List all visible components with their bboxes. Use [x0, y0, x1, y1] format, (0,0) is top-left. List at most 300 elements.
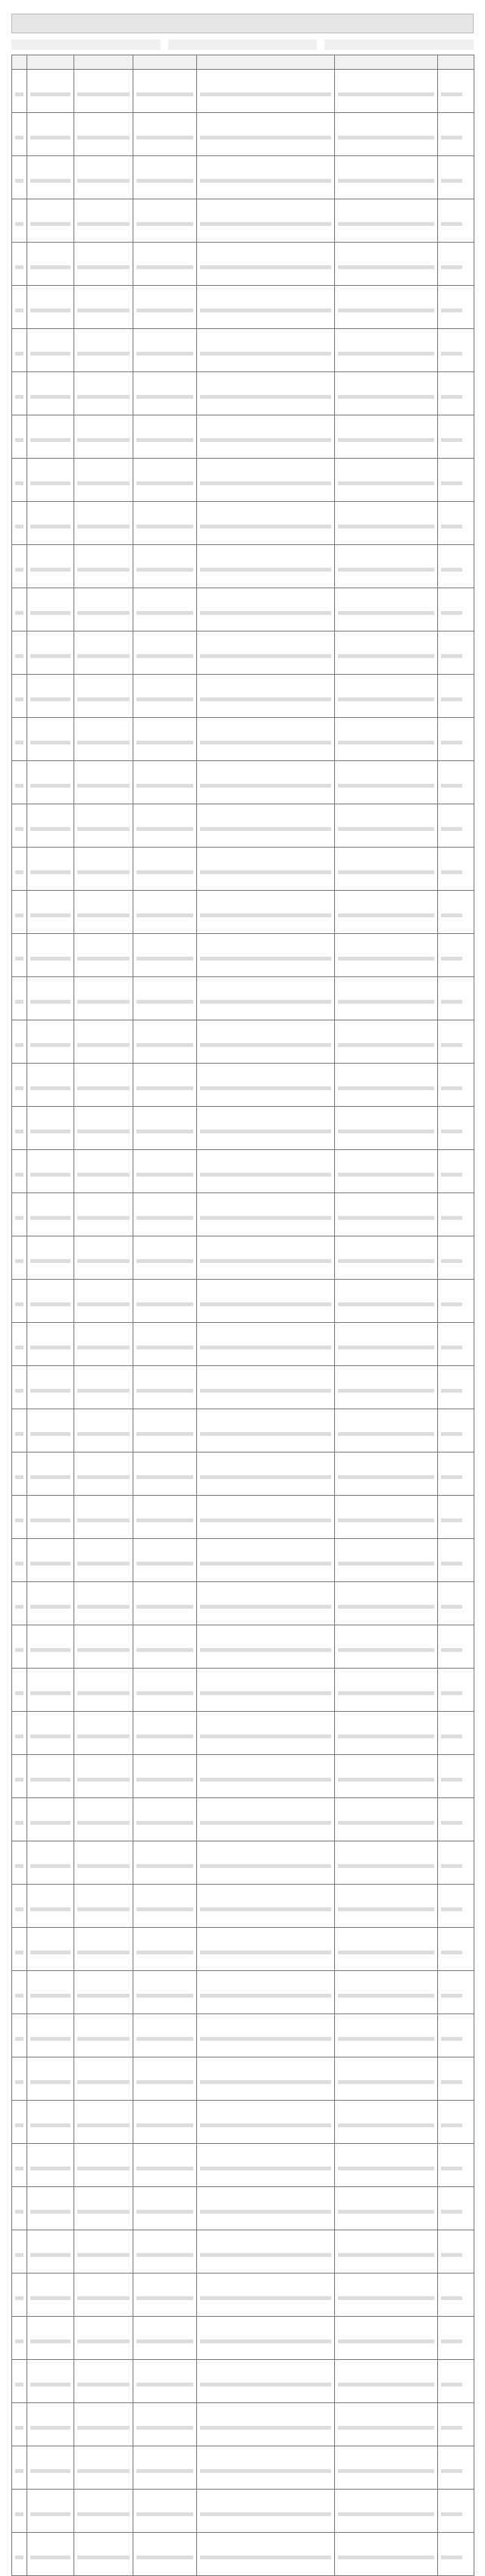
text-placeholder	[136, 1173, 193, 1177]
table-cell	[74, 415, 133, 459]
table-cell	[74, 1236, 133, 1280]
table-row	[12, 1582, 474, 1625]
table-cell	[133, 1020, 197, 1064]
text-placeholder	[15, 179, 23, 183]
table-cell	[12, 372, 27, 415]
table-cell	[197, 804, 335, 848]
text-placeholder	[15, 957, 23, 961]
table-cell	[74, 1625, 133, 1669]
document-title	[11, 14, 474, 33]
text-placeholder	[30, 1691, 70, 1695]
table-cell	[438, 372, 474, 415]
text-placeholder	[338, 1778, 434, 1782]
table-cell	[197, 329, 335, 372]
text-placeholder	[77, 2512, 130, 2516]
text-placeholder	[30, 914, 70, 917]
text-placeholder	[77, 2210, 130, 2214]
text-placeholder	[338, 1907, 434, 1911]
text-placeholder	[15, 2210, 23, 2214]
text-placeholder	[338, 2426, 434, 2430]
table-row	[12, 588, 474, 631]
table-cell	[438, 156, 474, 199]
text-placeholder	[77, 568, 130, 572]
table-cell	[335, 502, 438, 545]
table-cell	[438, 243, 474, 286]
text-placeholder	[77, 309, 130, 312]
text-placeholder	[441, 395, 462, 399]
text-placeholder	[200, 1648, 331, 1652]
text-placeholder	[77, 395, 130, 399]
text-placeholder	[441, 1951, 462, 1954]
table-cell	[12, 1107, 27, 1150]
text-placeholder	[15, 611, 23, 615]
table-cell	[197, 1712, 335, 1755]
table-cell	[12, 2360, 27, 2403]
text-placeholder	[200, 395, 331, 399]
text-placeholder	[15, 568, 23, 572]
table-cell	[335, 1669, 438, 1712]
table-cell	[74, 718, 133, 761]
table-cell	[335, 1539, 438, 1582]
table-cell	[197, 243, 335, 286]
text-placeholder	[77, 1518, 130, 1522]
table-cell	[438, 1453, 474, 1496]
table-cell	[133, 2446, 197, 2490]
table-cell	[27, 1020, 74, 1064]
text-placeholder	[15, 784, 23, 788]
table-cell	[74, 1755, 133, 1798]
table-cell	[133, 1928, 197, 1971]
text-placeholder	[338, 222, 434, 226]
text-placeholder	[441, 1648, 462, 1652]
text-placeholder	[136, 265, 193, 269]
text-placeholder	[77, 438, 130, 442]
table-cell	[12, 848, 27, 891]
table-cell	[133, 545, 197, 588]
table-cell	[74, 2274, 133, 2317]
text-placeholder	[15, 2037, 23, 2041]
table-cell	[438, 631, 474, 675]
text-placeholder	[200, 568, 331, 572]
text-placeholder	[77, 1389, 130, 1393]
table-cell	[438, 545, 474, 588]
table-row	[12, 2144, 474, 2187]
table-cell	[335, 675, 438, 718]
table-cell	[335, 415, 438, 459]
table-cell	[133, 1841, 197, 1885]
table-row	[12, 934, 474, 977]
text-placeholder	[136, 1864, 193, 1868]
text-placeholder	[77, 2426, 130, 2430]
text-placeholder	[15, 1735, 23, 1738]
table-cell	[74, 1841, 133, 1885]
table-cell	[335, 1193, 438, 1236]
table-cell	[74, 2403, 133, 2446]
text-placeholder	[15, 1778, 23, 1782]
text-placeholder	[338, 1000, 434, 1004]
text-placeholder	[15, 1475, 23, 1479]
text-placeholder	[136, 1735, 193, 1738]
table-row	[12, 718, 474, 761]
text-placeholder	[77, 1821, 130, 1825]
table-cell	[133, 2360, 197, 2403]
table-cell	[27, 1928, 74, 1971]
table-cell	[12, 1755, 27, 1798]
table-cell	[335, 1453, 438, 1496]
text-placeholder	[15, 395, 23, 399]
table-cell	[197, 2446, 335, 2490]
table-cell	[197, 588, 335, 631]
table-cell	[74, 113, 133, 156]
table-cell	[133, 2144, 197, 2187]
table-row	[12, 156, 474, 199]
table-cell	[133, 2014, 197, 2057]
text-placeholder	[338, 1259, 434, 1263]
table-row	[12, 1366, 474, 1409]
table-cell	[27, 1625, 74, 1669]
text-placeholder	[77, 1086, 130, 1090]
table-header-cell	[335, 55, 438, 70]
table-cell	[12, 415, 27, 459]
text-placeholder	[30, 2426, 70, 2430]
text-placeholder	[338, 1691, 434, 1695]
text-placeholder	[338, 136, 434, 139]
text-placeholder	[30, 611, 70, 615]
text-placeholder	[136, 1432, 193, 1436]
table-row	[12, 372, 474, 415]
table-cell	[438, 2490, 474, 2533]
text-placeholder	[136, 870, 193, 874]
table-cell	[438, 2360, 474, 2403]
text-placeholder	[15, 2167, 23, 2170]
table-row	[12, 631, 474, 675]
table-cell	[335, 1625, 438, 1669]
table-cell	[12, 2014, 27, 2057]
table-cell	[335, 1409, 438, 1453]
table-cell	[12, 1625, 27, 1669]
text-placeholder	[77, 481, 130, 485]
table-cell	[133, 1366, 197, 1409]
table-cell	[197, 2144, 335, 2187]
text-placeholder	[15, 2080, 23, 2084]
table-row	[12, 804, 474, 848]
table-cell	[12, 2057, 27, 2101]
text-placeholder	[136, 1302, 193, 1306]
table-cell	[74, 2057, 133, 2101]
table-cell	[27, 70, 74, 113]
table-row	[12, 761, 474, 804]
text-placeholder	[30, 1475, 70, 1479]
text-placeholder	[338, 1216, 434, 1220]
table-cell	[438, 113, 474, 156]
table-cell	[133, 2101, 197, 2144]
table-cell	[12, 2533, 27, 2576]
table-cell	[27, 1150, 74, 1193]
text-placeholder	[200, 136, 331, 139]
text-placeholder	[15, 1173, 23, 1177]
table-cell	[133, 1539, 197, 1582]
table-cell	[12, 1928, 27, 1971]
table-cell	[27, 588, 74, 631]
table-cell	[335, 1150, 438, 1193]
table-cell	[27, 243, 74, 286]
text-placeholder	[338, 2080, 434, 2084]
text-placeholder	[441, 2210, 462, 2214]
table-cell	[27, 199, 74, 243]
table-cell	[133, 1971, 197, 2014]
text-placeholder	[338, 654, 434, 658]
text-placeholder	[441, 2383, 462, 2386]
table-cell	[27, 1280, 74, 1323]
table-row	[12, 1453, 474, 1496]
table-cell	[197, 1841, 335, 1885]
table-cell	[133, 1625, 197, 1669]
text-placeholder	[200, 265, 331, 269]
table-cell	[197, 1323, 335, 1366]
table-cell	[133, 1193, 197, 1236]
table-cell	[335, 718, 438, 761]
table-cell	[133, 2317, 197, 2360]
table-cell	[74, 2360, 133, 2403]
table-cell	[12, 1150, 27, 1193]
table-cell	[438, 1409, 474, 1453]
text-placeholder	[30, 741, 70, 744]
table-cell	[74, 243, 133, 286]
table-cell	[197, 286, 335, 329]
text-placeholder	[441, 1994, 462, 1998]
text-placeholder	[136, 92, 193, 96]
text-placeholder	[441, 1562, 462, 1565]
table-cell	[133, 977, 197, 1020]
table-cell	[335, 545, 438, 588]
text-placeholder	[77, 1562, 130, 1565]
table-cell	[27, 1366, 74, 1409]
text-placeholder	[136, 1130, 193, 1133]
text-placeholder	[338, 1086, 434, 1090]
text-placeholder	[441, 2037, 462, 2041]
text-placeholder	[15, 1907, 23, 1911]
table-cell	[335, 243, 438, 286]
text-placeholder	[15, 2339, 23, 2343]
table-cell	[74, 2490, 133, 2533]
text-placeholder	[15, 1389, 23, 1393]
text-placeholder	[77, 525, 130, 528]
table-cell	[438, 1928, 474, 1971]
text-placeholder	[136, 914, 193, 917]
table-cell	[27, 761, 74, 804]
table-cell	[335, 286, 438, 329]
text-placeholder	[441, 2167, 462, 2170]
table-cell	[27, 1755, 74, 1798]
text-placeholder	[15, 309, 23, 312]
text-placeholder	[15, 222, 23, 226]
text-placeholder	[30, 827, 70, 831]
table-cell	[197, 934, 335, 977]
table-cell	[197, 1409, 335, 1453]
table-cell	[12, 2101, 27, 2144]
table-cell	[27, 2360, 74, 2403]
table-cell	[27, 2230, 74, 2274]
text-placeholder	[338, 1043, 434, 1047]
table-cell	[27, 977, 74, 1020]
table-cell	[27, 1193, 74, 1236]
text-placeholder	[30, 438, 70, 442]
table-cell	[133, 1453, 197, 1496]
text-placeholder	[15, 870, 23, 874]
table-cell	[27, 1064, 74, 1107]
text-placeholder	[441, 481, 462, 485]
table-cell	[74, 761, 133, 804]
table-cell	[438, 1539, 474, 1582]
table-cell	[197, 1366, 335, 1409]
text-placeholder	[15, 2426, 23, 2430]
table-cell	[335, 977, 438, 1020]
table-cell	[197, 113, 335, 156]
table-cell	[197, 1064, 335, 1107]
table-cell	[12, 1323, 27, 1366]
text-placeholder	[30, 309, 70, 312]
text-placeholder	[136, 697, 193, 701]
table-cell	[197, 2403, 335, 2446]
table-cell	[12, 1453, 27, 1496]
table-cell	[438, 1885, 474, 1928]
table-cell	[74, 70, 133, 113]
text-placeholder	[15, 2556, 23, 2559]
table-cell	[133, 113, 197, 156]
text-placeholder	[136, 2080, 193, 2084]
table-cell	[438, 502, 474, 545]
table-row	[12, 1496, 474, 1539]
table-header-cell	[74, 55, 133, 70]
text-placeholder	[30, 1864, 70, 1868]
text-placeholder	[136, 2037, 193, 2041]
table-cell	[197, 1669, 335, 1712]
text-placeholder	[15, 1864, 23, 1868]
table-cell	[438, 1496, 474, 1539]
meta-left	[11, 39, 161, 50]
table-cell	[133, 848, 197, 891]
table-cell	[335, 2403, 438, 2446]
text-placeholder	[200, 2167, 331, 2170]
table-cell	[12, 977, 27, 1020]
table-cell	[335, 2317, 438, 2360]
table-cell	[197, 502, 335, 545]
table-cell	[27, 1323, 74, 1366]
table-cell	[27, 1107, 74, 1150]
table-cell	[438, 1582, 474, 1625]
table-cell	[133, 243, 197, 286]
text-placeholder	[441, 697, 462, 701]
text-placeholder	[77, 2037, 130, 2041]
text-placeholder	[136, 2123, 193, 2127]
table-cell	[27, 891, 74, 934]
table-cell	[133, 588, 197, 631]
table-cell	[27, 156, 74, 199]
text-placeholder	[338, 179, 434, 183]
text-placeholder	[30, 1778, 70, 1782]
table-cell	[335, 1928, 438, 1971]
table-row	[12, 113, 474, 156]
table-cell	[12, 70, 27, 113]
text-placeholder	[30, 568, 70, 572]
table-cell	[197, 2101, 335, 2144]
text-placeholder	[200, 309, 331, 312]
text-placeholder	[15, 1994, 23, 1998]
text-placeholder	[441, 1691, 462, 1695]
text-placeholder	[77, 654, 130, 658]
text-placeholder	[15, 2123, 23, 2127]
text-placeholder	[441, 1432, 462, 1436]
table-cell	[438, 1236, 474, 1280]
table-cell	[133, 1150, 197, 1193]
table-cell	[335, 1971, 438, 2014]
table-cell	[335, 2490, 438, 2533]
table-row	[12, 2014, 474, 2057]
table-cell	[12, 1236, 27, 1280]
text-placeholder	[136, 1086, 193, 1090]
table-cell	[27, 415, 74, 459]
text-placeholder	[77, 2556, 130, 2559]
text-placeholder	[338, 914, 434, 917]
table-cell	[27, 848, 74, 891]
table-row	[12, 1280, 474, 1323]
table-cell	[197, 1280, 335, 1323]
text-placeholder	[30, 1562, 70, 1565]
text-placeholder	[30, 1907, 70, 1911]
text-placeholder	[30, 2383, 70, 2386]
table-cell	[12, 761, 27, 804]
text-placeholder	[15, 352, 23, 356]
text-placeholder	[15, 1951, 23, 1954]
table-cell	[74, 329, 133, 372]
table-row	[12, 1798, 474, 1841]
text-placeholder	[136, 2167, 193, 2170]
text-placeholder	[15, 1821, 23, 1825]
text-placeholder	[441, 1907, 462, 1911]
table-cell	[197, 891, 335, 934]
text-placeholder	[338, 2339, 434, 2343]
text-placeholder	[338, 1173, 434, 1177]
text-placeholder	[200, 1864, 331, 1868]
text-placeholder	[15, 1130, 23, 1133]
table-cell	[74, 545, 133, 588]
table-cell	[133, 934, 197, 977]
text-placeholder	[30, 136, 70, 139]
table-cell	[12, 2230, 27, 2274]
table-cell	[27, 2187, 74, 2230]
table-cell	[12, 1280, 27, 1323]
table-cell	[335, 588, 438, 631]
text-placeholder	[77, 2123, 130, 2127]
text-placeholder	[200, 2253, 331, 2257]
table-row	[12, 415, 474, 459]
table-cell	[27, 2057, 74, 2101]
data-table	[11, 55, 474, 2576]
text-placeholder	[30, 1259, 70, 1263]
table-cell	[27, 1841, 74, 1885]
table-header-row	[12, 55, 474, 70]
table-cell	[27, 1798, 74, 1841]
table-cell	[438, 588, 474, 631]
text-placeholder	[200, 1907, 331, 1911]
table-cell	[74, 2101, 133, 2144]
text-placeholder	[441, 1389, 462, 1393]
table-cell	[74, 1064, 133, 1107]
table-cell	[74, 199, 133, 243]
text-placeholder	[136, 1259, 193, 1263]
table-cell	[133, 1064, 197, 1107]
table-cell	[12, 243, 27, 286]
